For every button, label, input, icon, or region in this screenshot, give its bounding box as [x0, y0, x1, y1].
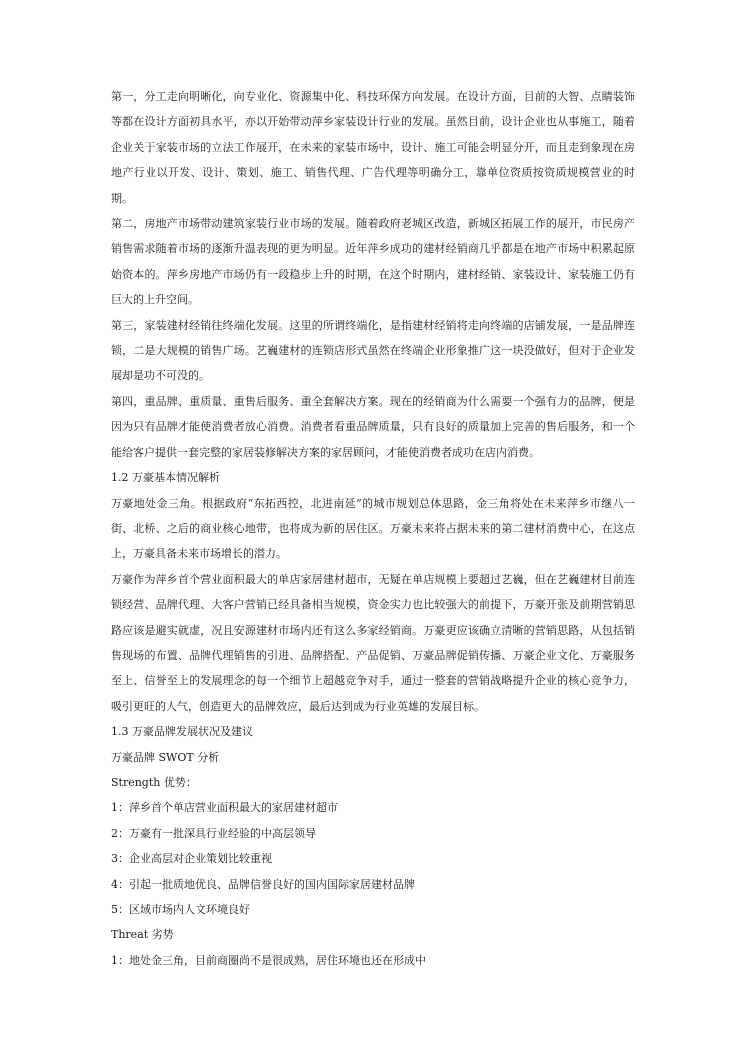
threat-heading: Threat 劣势	[111, 928, 174, 942]
strength-heading: Strength 优势：	[111, 775, 197, 789]
threat-item: 1：地处金三角，目前商圈尚不是很成熟，居住环境也还在形成中	[111, 953, 426, 967]
strength-item: 4：引起一批质地优良、品牌信誉良好的国内国际家居建材品牌	[111, 877, 415, 891]
strength-item: 2：万豪有一批深具行业经验的中高层领导	[111, 826, 316, 840]
paragraph-fourth: 第四，重品牌、重质量、重售后服务、重全套解决方案。现在的经销商为什么需要一个强有力的品牌，便是因为只有品牌才能使消费者放心消费。消费者看重品牌质量，只有良好的质量加上完善的售后服务，和一个能给客户提供一套完整的家居装修解决方案的家居顾问，才能使消费者成功在店内消费。	[111, 394, 635, 459]
paragraph-second: 第二，房地产市场带动建筑家装行业市场的发展。随着政府老城区改造，新城区拓展工作的展开，市民房产销售需求随着市场的逐渐升温表现的更为明显。近年萍乡成功的建材经销商几乎都是在地产市场中积累起原始资本的。萍乡房地产市场仍有一段稳步上升的时期，在这个时期内，建材经销、家装设计、家装施工仍有巨大的上升空间。	[111, 217, 635, 307]
section-heading-1-3: 1.3 万豪品牌发展状况及建议	[111, 725, 253, 739]
section-heading-1-2: 1.2 万豪基本情况解析	[111, 471, 220, 485]
strength-item: 1：萍乡首个单店营业面积最大的家居建材超市	[111, 801, 338, 815]
strength-item: 5：区域市场内人文环境良好	[111, 903, 250, 916]
paragraph-location: 万豪地处金三角。根据政府“东拓西控，北进南延”的城市规划总体思路，金三角将处在未来萍乡市继八一街、北桥、之后的商业核心地带，也将成为新的居住区。万豪未来将占据未来的第二建材消费中心，在这点上，万豪具备未来市场增长的潜力。	[111, 496, 635, 561]
paragraph-third: 第三，家装建材经销往终端化发展。这里的所谓终端化，是指建材经销将走向终端的店铺发展，一是品牌连锁，二是大规模的销售广场。艺巍建材的连锁店形式虽然在终端企业形象推广这一块没做好，但对于企业发展却是功不可没的。	[111, 318, 635, 383]
swot-title: 万豪品牌 SWOT 分析	[111, 750, 220, 764]
paragraph-strategy: 万豪作为萍乡首个营业面积最大的单店家居建材超市，无疑在单店规模上要超过艺巍，但在艺巍建材目前连锁经营、品牌代理、大客户营销已经具备相当规模，资金实力也比较强大的前提下，万豪开张及前期营销思路应该是避实就虚，况且安源建材市场内还有这么多家经销商。万豪更应该确立清晰的营销思路，从包括销售现场的布置、品牌代理销售的引进、品牌搭配、产品促销、万豪品牌促销传播、万豪企业文化、万豪服务至上、信誉至上的发展理念的每一个细节上超越竞争对手，通过一整套的营销战略提升企业的核心竞争力，吸引更旺的人气，创造更大的品牌效应，最后达到成为行业英雄的发展目标。	[111, 572, 635, 713]
paragraph-first: 第一，分工走向明晰化，向专业化、资源集中化、科技环保方向发展。在设计方面，目前的大智、点睛装饰等都在设计方面初具水平，亦以开始带动萍乡家装设计行业的发展。虽然目前，设计企业也从事施工，随着企业关于家装市场的立法工作展开，在未来的家装市场中，设计、施工可能会明显分开，而且走到象现在房地产行业以开发、设计、策划、施工、销售代理、广告代理等明确分工，靠单位资质按资质规模营业的时期。	[111, 90, 635, 205]
document-page	[111, 84, 635, 973]
strength-item: 3：企业高层对企业策划比较重视	[111, 852, 272, 866]
